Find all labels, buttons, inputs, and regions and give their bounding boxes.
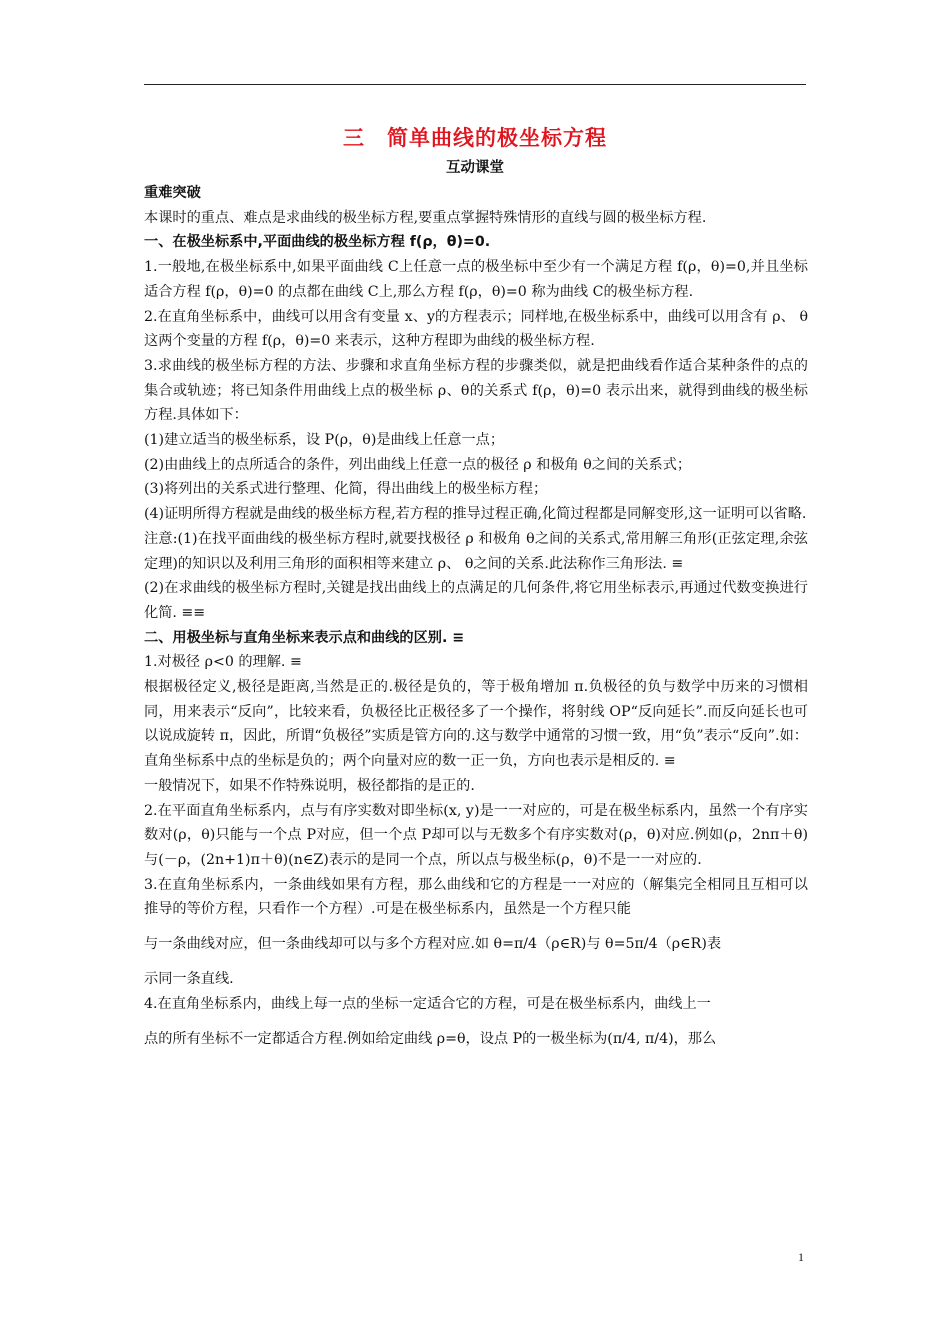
document-body (144, 181, 808, 1062)
header-rule (144, 84, 806, 85)
paragraph: 本课时的重点、难点是求曲线的极坐标方程,要重点掌握特殊情形的直线与圆的极坐标方程. (144, 209, 707, 226)
page-title: 三 简单曲线的极坐标方程 (343, 126, 607, 150)
paragraph: (3)将列出的关系式进行整理、化简，得出曲线上的极坐标方程； (144, 481, 548, 498)
paragraph: 4.在直角坐标系内，曲线上每一点的坐标一定适合它的方程，可是在极坐标系内，曲线上一 (144, 995, 711, 1012)
paragraph: 1.一般地,在极坐标系中,如果平面曲线 C上任意一点的极坐标中至少有一个满足方程 f(ρ，θ)=0,并且坐标适合方程 f(ρ，θ)=0 的点都在曲线 C上,那么方程 f(ρ，θ)=0 称为曲线 C的极坐标方程. (144, 259, 808, 300)
paragraph: 3.在直角坐标系内，一条曲线如果有方程，那么曲线和它的方程是一一对应的（解集完全相同且互相可以推导的等价方程，只看作一个方程）.可是在极坐标系内，虽然是一个方程只能 (144, 876, 808, 918)
paragraph: 1.对极径 ρ<0 的理解. ≡ (144, 654, 302, 671)
paragraph: (4)证明所得方程就是曲线的极坐标方程,若方程的推导过程正确,化简过程都是同解变形,这一证明可以省略. (144, 506, 807, 523)
paragraph: 3.求曲线的极坐标方程的方法、步骤和求直角坐标方程的步骤类似，就是把曲线看作适合某种条件的点的集合或轨迹；将已知条件用曲线上点的极坐标 ρ、θ的关系式 f(ρ，θ)=0 表示出来，就得到曲线的极坐标方程.具体如下： (144, 357, 808, 424)
paragraph-with-fraction: 点的所有坐标不一定都适合方程.例如给定曲线 ρ=θ，设点 P的一极坐标为(π/4, π/4)，那么 (144, 1030, 717, 1047)
paragraph: 2.在直角坐标系中，曲线可以用含有变量 x、y的方程表示；同样地,在极坐标系中，曲线可以用含有 ρ、 θ这两个变量的方程 f(ρ，θ)=0 来表示，这种方程即为曲线的极坐标方程. (144, 308, 808, 350)
paragraph: 一般情况下，如果不作特殊说明，极径都指的是正的. (144, 777, 475, 794)
section-heading: 二、用极坐标与直角坐标来表示点和曲线的区别. ≡ (144, 629, 465, 646)
paragraph: (1)建立适当的极坐标系，设 P(ρ，θ)是曲线上任意一点； (144, 432, 505, 449)
section-heading: 重难突破 (144, 185, 201, 201)
paragraph: 注意:(1)在找平面曲线的极坐标方程时,就要找极径 ρ 和极角 θ之间的关系式,常用解三角形(正弦定理,余弦定理)的知识以及利用三角形的面积相等来建立 ρ、 θ之间的关系.此法称作三角形法. ≡ (144, 530, 808, 572)
paragraph: (2)在求曲线的极坐标方程时,关键是找出曲线上的点满足的几何条件,将它用坐标表示,再通过代数变换进行化简. ≡≡ (144, 580, 808, 621)
paragraph: 根据极径定义,极径是距离,当然是正的.极径是负的，等于极角增加 π.负极径的负与数学中历来的习惯相同，用来表示“反向”，比较来看，负极径比正极径多了一个操作，将射线 OP“反向延长”.而反向延长也可以说成旋转 π，因此，所谓“负极径”实质是管方向的.这与数学中通常的习惯一致，用“负”表示“反向”.如：直角坐标系中点的坐标是负的；两个向量对应的数一正一负，方向也表示是相反的. ≡ (144, 679, 808, 770)
section-heading: 一、在极坐标系中,平面曲线的极坐标方程 f(ρ，θ)=0. (144, 234, 491, 251)
page-number: 1 (798, 1250, 804, 1264)
paragraph: 2.在平面直角坐标系内，点与有序实数对即坐标(x, y)是一一对应的，可是在极坐标系内，虽然一个有序实数对(ρ，θ)只能与一个点 P对应，但一个点 P却可以与无数多个有序实数对(ρ，θ)对应.例如(ρ，2nπ＋θ)与(－ρ，(2n+1)π＋θ)(n∈Z)表示的是同一个点，所以点与极坐标(ρ，θ)不是一一对应的. (144, 802, 808, 868)
page-subtitle: 互动课堂 (446, 160, 504, 176)
paragraph: 示同一条直线. (144, 971, 234, 988)
paragraph-with-fraction: 与一条曲线对应，但一条曲线却可以与多个方程对应.如 θ=π/4（ρ∈R)与 θ=5π/4（ρ∈R)表 (144, 936, 722, 953)
paragraph: (2)由曲线上的点所适合的条件，列出曲线上任意一点的极径 ρ 和极角 θ之间的关系式； (144, 456, 692, 473)
